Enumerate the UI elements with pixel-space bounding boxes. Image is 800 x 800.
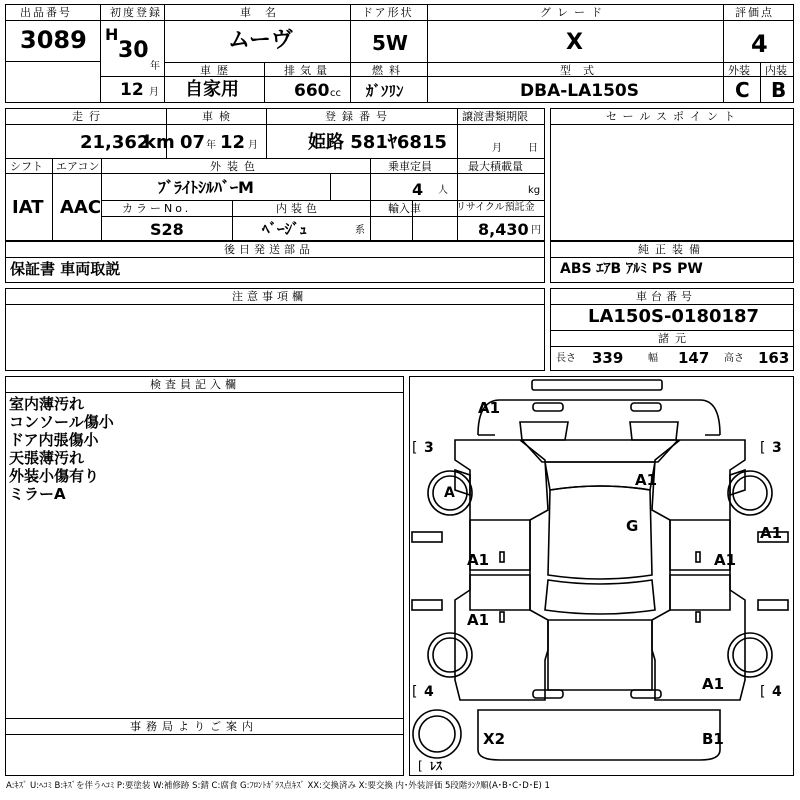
fuel: ｶﾞｿﾘﾝ <box>366 82 404 100</box>
height-label: 高さ <box>724 353 744 364</box>
exterior-label: 外装 <box>728 64 750 77</box>
reg-no-label: 登録番号 <box>325 110 393 123</box>
history-label: 車歴 <box>200 64 234 77</box>
tire-rr-bracket: [ <box>760 684 766 700</box>
interior-label: 内装 <box>765 64 787 77</box>
spare-bracket: [ <box>418 759 423 773</box>
displacement-label: 排気量 <box>284 64 332 77</box>
inspector-note: コンソール傷小 <box>9 413 114 431</box>
mark-door-right-front: A1 <box>714 551 737 569</box>
displacement: 660 <box>294 81 330 101</box>
score: 4 <box>751 30 768 58</box>
transfer-label: 譲渡書類期限 <box>462 110 528 123</box>
recycle: 8,430 <box>478 220 529 239</box>
door-label: ドア形状 <box>362 6 414 19</box>
model-code: DBA-LA150S <box>520 81 639 101</box>
model-label: 型式 <box>560 64 606 77</box>
tire-rl: 4 <box>424 684 434 700</box>
capacity-label: 乗車定員 <box>388 160 432 173</box>
sales-point-label: セールスポイント <box>606 110 742 123</box>
shift-label: シフト <box>10 160 43 173</box>
inspector-note: 室内薄汚れ <box>9 395 85 413</box>
capacity-unit: 人 <box>438 185 448 196</box>
height: 163 <box>758 349 790 367</box>
exterior-grade: C <box>735 78 750 102</box>
inspector-note: ドア内張傷小 <box>9 431 99 449</box>
reg-no: 姫路 581ﾔ6815 <box>308 132 447 153</box>
mark-front-left-wheel: A <box>444 485 455 501</box>
inspector-notes <box>9 395 114 503</box>
mark-bonnet: A1 <box>635 471 658 489</box>
inspection-year: 07 <box>180 132 206 153</box>
ext-color: ﾌﾞﾗｲﾄｼﾙﾊﾞｰM <box>158 178 254 197</box>
mileage: 21,362 <box>80 132 150 153</box>
mileage-unit: km <box>144 132 175 153</box>
inspection-month-unit: 月 <box>248 140 258 151</box>
inspector-note: 天張薄汚れ <box>9 449 85 467</box>
transfer-month: 月 <box>492 143 502 154</box>
specs-label: 諸元 <box>658 332 692 345</box>
displacement-unit: cc <box>330 88 341 99</box>
import-label: 輸入車 <box>388 202 421 215</box>
mark-rear-right: A1 <box>702 675 725 693</box>
color-no: S28 <box>150 220 184 239</box>
mark-front-bumper: A1 <box>478 399 501 417</box>
exhibit-no: 3089 <box>20 26 87 54</box>
length: 339 <box>592 349 624 367</box>
tire-rr: 4 <box>772 684 782 700</box>
genuine-label: 純正装備 <box>638 243 706 256</box>
tire-fl-bracket: [ <box>412 440 418 456</box>
notes-label: 注意事項欄 <box>232 290 307 303</box>
car-diagram-box <box>409 376 794 776</box>
int-color-label: 内装色 <box>276 202 321 215</box>
recycle-label: リサイクル預託金 <box>456 202 535 213</box>
score-label: 評価点 <box>735 6 774 19</box>
spare-tire: ﾚｽ <box>430 759 443 773</box>
door-type: 5W <box>372 31 408 55</box>
car-name-label: 車名 <box>240 6 290 19</box>
reg-year-unit: 年 <box>150 61 160 72</box>
history: 自家用 <box>185 79 239 100</box>
aircon-label: エアコン <box>56 160 100 173</box>
tire-rl-bracket: [ <box>412 684 418 700</box>
mark-rear-left-bumper: X2 <box>483 730 506 748</box>
width-label: 幅 <box>648 353 658 364</box>
exhibit-no-label: 出品番号 <box>20 6 72 19</box>
inspection-label: 車検 <box>202 110 236 123</box>
era: H <box>105 25 119 44</box>
int-color-unit: 系 <box>355 225 365 236</box>
inspector-label: 検査員記入欄 <box>150 378 240 391</box>
tire-fr-bracket: [ <box>760 440 766 456</box>
chassis-label: 車台番号 <box>636 290 696 303</box>
inspector-note: 外装小傷有り <box>9 467 100 485</box>
chassis-number: LA150S-0180187 <box>588 306 760 327</box>
later-parts-label: 後日発送部品 <box>224 243 314 256</box>
legend: A:ｷｽﾞ U:ﾍｺﾐ B:ｷｽﾞを伴うﾍｺﾐ P:要塗装 W:補修跡 S:錆 C:腐食 G:ﾌﾛﾝﾄｶﾞﾗｽ点ｷｽﾞ XX:交換済み X:要交換 内･外装評価 5段階ﾗﾝｸ順(A･B･C･D･E) 1 <box>6 781 550 791</box>
tire-fl: 3 <box>424 440 434 456</box>
mark-rear-right-bumper: B1 <box>702 730 724 748</box>
later-parts: 保証書 車両取説 <box>10 260 121 278</box>
fuel-label: 燃料 <box>372 64 406 77</box>
reg-month-unit: 月 <box>149 87 159 98</box>
first-reg-label: 初度登録 <box>110 6 162 19</box>
mark-door-left-front: A1 <box>467 551 490 569</box>
aircon: AAC <box>60 197 102 218</box>
inspector-note: ミラーA <box>9 485 66 503</box>
reg-year: 30 <box>118 38 149 63</box>
recycle-unit: 円 <box>531 225 541 236</box>
color-no-label: カラーNo. <box>122 202 192 215</box>
max-load-label: 最大積載量 <box>468 160 523 173</box>
car-name: ムーヴ <box>228 28 293 53</box>
reg-month: 12 <box>120 80 144 100</box>
interior-grade: B <box>771 78 787 102</box>
max-load-unit: kg <box>528 185 541 196</box>
mileage-label: 走行 <box>72 110 106 123</box>
sales-point-box <box>550 108 794 241</box>
int-color: ﾍﾞｰｼﾞｭ <box>262 220 308 238</box>
grade: X <box>566 30 583 55</box>
inspection-year-unit: 年 <box>206 140 216 151</box>
shift: IAT <box>12 197 44 218</box>
mark-roof: G <box>626 517 639 535</box>
ext-color-label: 外装色 <box>210 160 261 173</box>
office-label: 事務局よりご案内 <box>130 720 258 733</box>
width: 147 <box>678 349 710 367</box>
inspection-month: 12 <box>220 132 246 153</box>
tire-fr: 3 <box>772 440 782 456</box>
mark-front-right-fender: A1 <box>760 524 783 542</box>
grade-label: グレード <box>540 6 608 19</box>
genuine-equipment: ABS ｴｱB ｱﾙﾐ PS PW <box>560 261 703 277</box>
mark-door-left-rear: A1 <box>467 611 490 629</box>
length-label: 長さ <box>556 353 576 364</box>
capacity: 4 <box>412 180 424 199</box>
transfer-day: 日 <box>528 143 538 154</box>
